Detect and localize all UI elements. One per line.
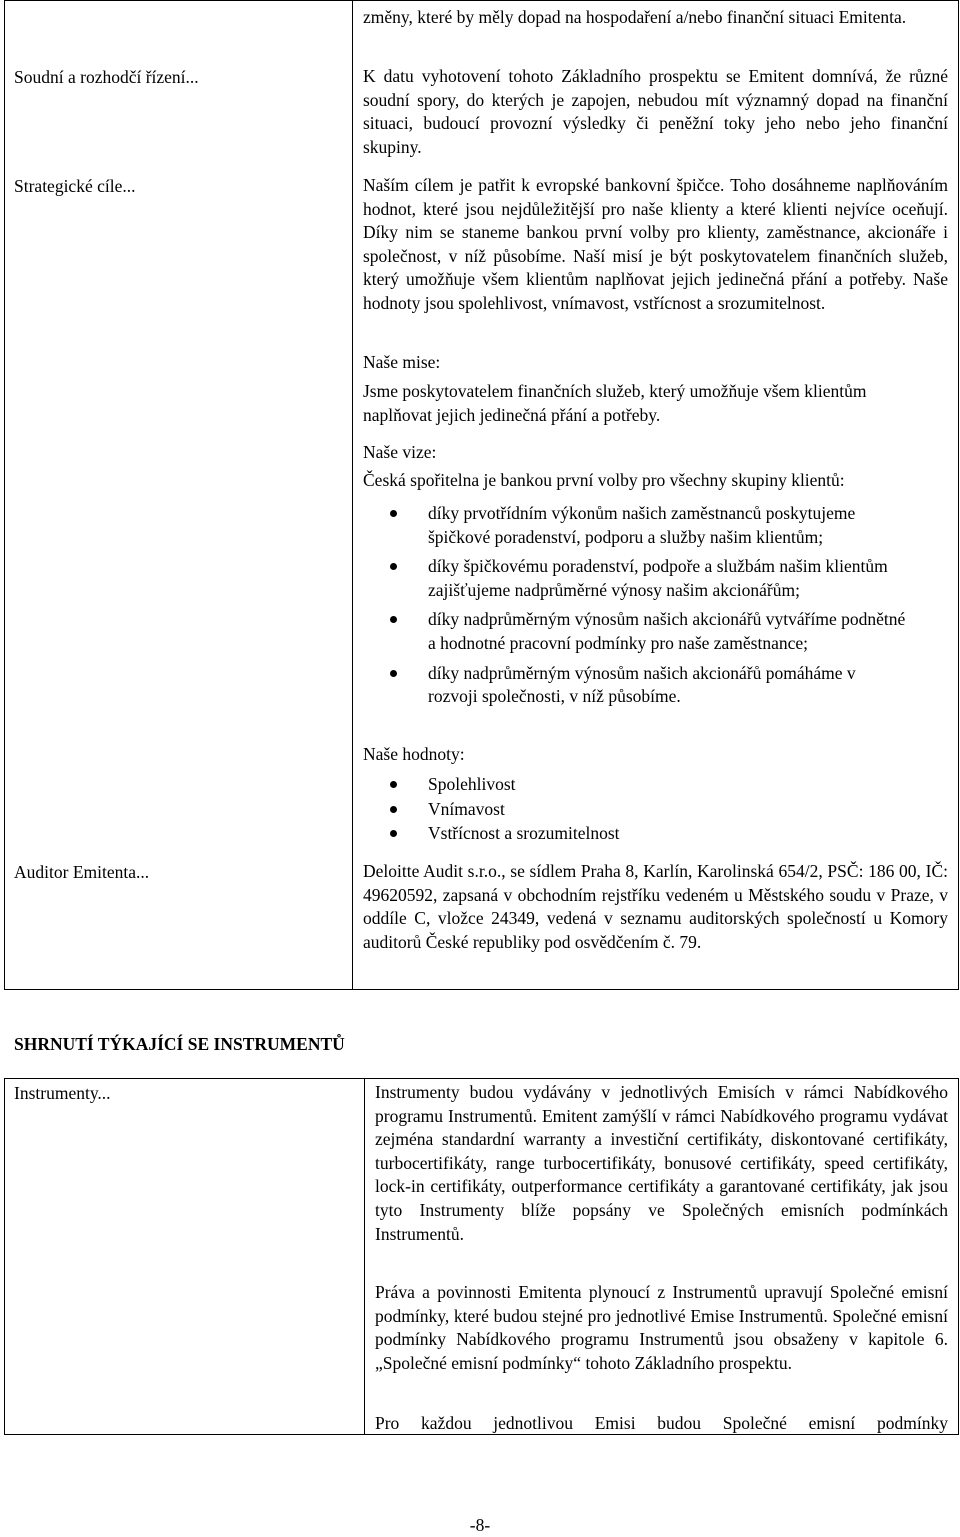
vision-item: díky prvotřídním výkonům našich zaměstnanců poskytujeme špičkové poradenství, podporu a služby našim klientům; <box>363 502 948 549</box>
vision-item: díky špičkovému poradenství, podpoře a službám našim klientům zajišťujeme nadprůměrné výnosy našim akcionářům; <box>363 555 948 602</box>
vision-intro: Česká spořitelna je bankou první volby pro všechny skupiny klientů: <box>363 470 845 490</box>
values-item: Spolehlivost <box>363 773 948 797</box>
instruments-paragraph: Instrumenty budou vydávány v jednotlivých Emisích v rámci Nabídkového programu Instrumentů. Emitent zamýšlí v rámci Nabídkového programu vydávat zejména standardní warranty a investiční certifikáty, diskontované certifikáty, turbocertifikáty, range turbocertifikáty, bonusové certifikáty, speed certifikáty, lock-in certifikáty, outperformance certifikáty a garantované certifikáty, jak jsou tyto Instrumenty blíže popsány ve Společných emisních podmínkách Instrumentů. <box>375 1082 948 1244</box>
page-number: -8- <box>469 1515 491 1535</box>
table-column-divider <box>352 0 353 990</box>
vision-item: díky nadprůměrným výnosům našich akcionářů vytváříme podnětné a hodnotné pracovní podmínky pro naše zaměstnance; <box>363 608 948 655</box>
row-label-auditor: Auditor Emitenta... <box>14 862 150 882</box>
row-text-litigation: K datu vyhotovení tohoto Základního prospektu se Emitent domnívá, že různé soudní spory, do kterých je zapojen, nebudou mít významný dopad na finanční situaci, budoucí provozní výsledky či peněžní toky jeho nebo jeho finanční skupiny. <box>363 66 948 157</box>
row-label-strategic-goals: Strategické cíle... <box>14 176 136 196</box>
vision-heading: Naše vize: <box>363 442 437 462</box>
instruments-paragraph: Pro každou jednotlivou Emisi budou Společné emisní podmínky <box>375 1413 948 1433</box>
instruments-paragraph: Práva a povinnosti Emitenta plynoucí z Instrumentů upravují Společné emisní podmínky, které budou stejné pro jednotlivé Emise Instrumentů. Společné emisní podmínky Nabídkového programu Instrumentů jsou obsaženy v kapitole 6. „Společné emisní podmínky“ tohoto Základního prospektu. <box>375 1282 948 1373</box>
values-heading: Naše hodnoty: <box>363 744 465 764</box>
row-text-strategic-intro: Naším cílem je patřit k evropské bankovní špičce. Toho dosáhneme naplňováním hodnot, které jsou nejdůležitější pro naše klienty a které klienti nejvíce oceňují. Díky nim se staneme bankou první volby pro klienty, zaměstnance, akcionáře i společnost, v níž působíme. Naší misí je být poskytovatelem finančních služeb, který umožňuje všem klientům naplňovat jejich jedinečná přání a potřeby. Naše hodnoty jsou spolehlivost, vnímavost, vstřícnost a srozumitelnost. <box>363 175 948 313</box>
values-item: Vstřícnost a srozumitelnost <box>363 822 948 846</box>
section-title: SHRNUTÍ TÝKAJÍCÍ SE INSTRUMENTŮ <box>14 1034 345 1054</box>
values-item: Vnímavost <box>363 798 948 822</box>
mission-heading: Naše mise: <box>363 352 441 372</box>
row-label-litigation: Soudní a rozhodčí řízení... <box>14 67 199 87</box>
row-text-continuation: změny, které by měly dopad na hospodaření a/nebo finanční situaci Emitenta. <box>363 7 907 27</box>
table-column-divider <box>364 1078 365 1435</box>
mission-text: Jsme poskytovatelem finančních služeb, který umožňuje všem klientům naplňovat jejich jedinečná přání a potřeby. <box>363 381 867 425</box>
values-list <box>363 773 948 846</box>
vision-item: díky nadprůměrným výnosům našich akcionářů pomáháme v rozvoji společnosti, v níž působíme. <box>363 662 948 709</box>
row-text-auditor: Deloitte Audit s.r.o., se sídlem Praha 8, Karlín, Karolinská 654/2, PSČ: 186 00, IČ: 49620592, zapsaná v obchodním rejstříku vedeném u Městského soudu v Praze, v oddíle C, vložce 24349, vedená v seznamu auditorských společností u Komory auditorů České republiky pod osvědčením č. 79. <box>363 861 948 952</box>
row-label-instruments: Instrumenty... <box>14 1083 111 1103</box>
vision-list <box>363 502 948 709</box>
